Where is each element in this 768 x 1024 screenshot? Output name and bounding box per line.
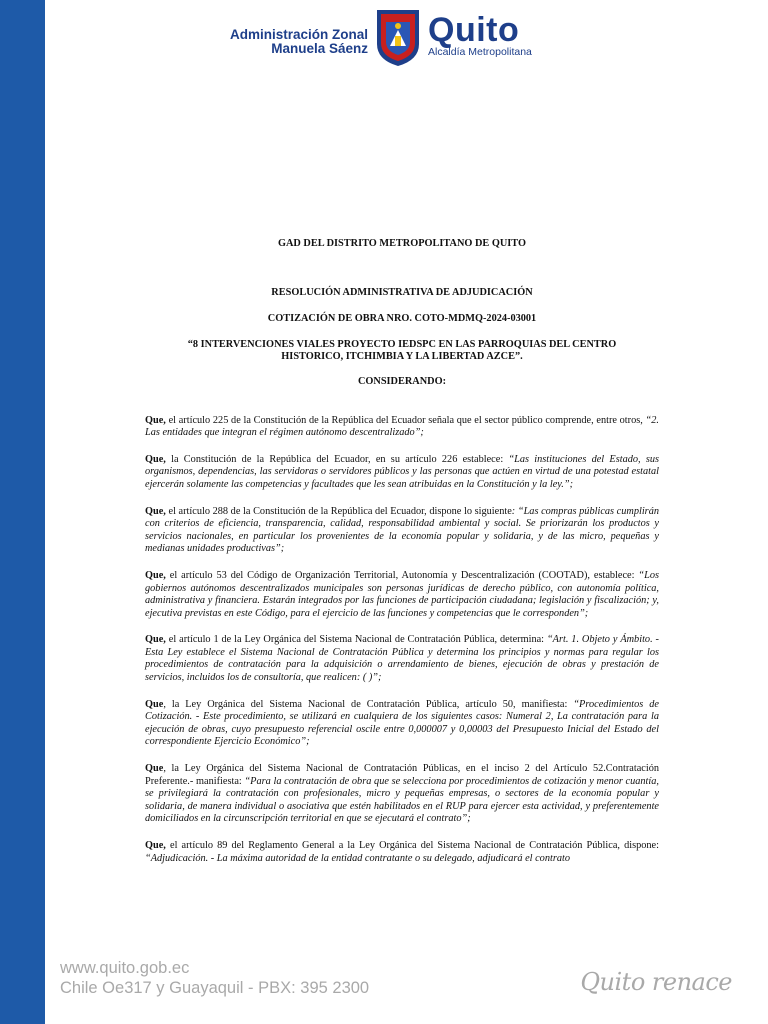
paragraph	[145, 570, 659, 620]
footer-contact	[60, 958, 369, 998]
footer-address: Chile Oe317 y Guayaquil - PBX: 395 2300	[60, 979, 370, 997]
paragraph-quote: “Para la contratación de obra que se selecciona por procedimientos de cotización y menor cuantía, se privilegiará la contratación con profesionales, micro y pequeñas empresas, o sectores de la economía popular y solidaria, de manera individual o asociativa que estén habilitados en el RUP para ejercer esta actividad, y preferentemente domiciliados en la circunscripción territorial en que se ejecutará el contrato”;	[145, 775, 659, 825]
paragraph-text: el artículo 225 de la Constitución de la República del Ecuador señala que el sector público comprende, entre otros,	[165, 414, 646, 426]
quito-logo	[428, 12, 532, 58]
paragraph-quote: : “Las compras públicas cumplirán con criterios de eficiencia, transparencia, calidad, responsabilidad ambiental y social. Se priorizarán los productos y servicios nacionales, en particular los provenientes de la economía popular y solidaria, y de las micro, pequeñas y medianas unidades productivas”;	[145, 505, 659, 555]
paragraph-lead: Que,	[145, 634, 166, 646]
paragraph-text: el artículo 53 del Código de Organización Territorial, Autonomía y Descentralización (COOTAD), establece:	[165, 569, 639, 581]
city-subtitle: Alcaldía Metropolitana	[428, 46, 532, 58]
paragraph-lead: Que	[145, 763, 164, 775]
paragraph	[145, 634, 659, 684]
considering-heading: CONSIDERANDO:	[357, 375, 447, 387]
paragraph-lead: Que,	[145, 569, 166, 581]
paragraph-text: el artículo 1 de la Ley Orgánica del Sistema Nacional de Contratación Pública, determina:	[165, 634, 547, 646]
paragraph-quote: “Las instituciones del Estado, sus organismos, dependencias, las servidoras o servidores públicos y las personas que actúen en virtud de una potestad estatal ejercerán solamente las competencias y facultades que les sean atribuidas en la Constitución y la ley.”;	[145, 453, 659, 490]
org-heading: GAD DEL DISTRITO METROPOLITANO DE QUITO	[277, 238, 527, 249]
paragraph	[145, 506, 659, 556]
paragraph	[145, 840, 659, 865]
project-title-line-1: “8 INTERVENCIONES VIALES PROYECTO IEDSPC EN LAS PARROQUIAS DEL CENTRO	[187, 338, 617, 350]
paragraph-lead: Que	[145, 698, 164, 710]
paragraph-lead: Que,	[145, 414, 166, 426]
footer-website: www.quito.gob.ec	[60, 959, 190, 977]
project-title	[145, 339, 659, 364]
paragraph	[145, 699, 659, 749]
paragraph-lead: Que,	[145, 505, 166, 517]
paragraph-quote: “Los gobiernos autónomos descentralizados municipales son personas jurídicas de derecho público, con autonomía política, administrativa y financiera. Estarán integrados por las funciones de participación ciudadana; legislación y fiscalización; y, ejecutiva previstas en este Código, para el ejercicio de las funciones y competencias que le corresponden”;	[145, 569, 659, 619]
paragraph-text: la Constitución de la República del Ecuador, en su artículo 226 establece:	[165, 453, 509, 465]
paragraph-text: el artículo 288 de la Constitución de la República del Ecuador, dispone lo siguiente	[165, 505, 512, 517]
paragraph-text: , la Ley Orgánica del Sistema Nacional de Contratación Pública, artículo 50, manifiesta:	[163, 698, 574, 710]
paragraph	[145, 415, 659, 440]
city-name: Quito	[428, 11, 520, 49]
resolution-title: RESOLUCIÓN ADMINISTRATIVA DE ADJUDICACIÓN	[271, 286, 533, 298]
paragraph-quote: “Procedimientos de Cotización. - Este procedimiento, se utilizará en cualquiera de los siguientes casos: Numeral 2, La contratación para la ejecución de obras, cuyo presupuesto referencial oscile entre 0,000007 y 0,00003 del Presupuesto Inicial del Estado del correspondiente Ejercicio Económico”;	[145, 698, 659, 748]
paragraph	[145, 454, 659, 492]
paragraph	[145, 763, 659, 826]
paragraph-quote: “2. Las entidades que integran el régimen autónomo descentralizado”;	[145, 414, 659, 439]
paragraph-lead: Que,	[145, 840, 166, 851]
zonal-admin-logo	[214, 28, 368, 56]
paragraph-text: el artículo 89 del Reglamento General a la Ley Orgánica del Sistema Nacional de Contratación Pública, dispone:	[165, 840, 659, 851]
paragraph-quote: “Art. 1. Objeto y Ámbito. - Esta Ley establece el Sistema Nacional de Contratación Pública y determina los principios y normas para regular los procedimientos de contratación para la adquisición o arrendamiento de bienes, ejecución de obras y prestación de servicios, incluidos los de consultoría, que realicen: ( )”;	[145, 634, 659, 684]
paragraph-quote: “Adjudicación. - La máxima autoridad de la entidad contratante o su delegado, adjudicará el contrato	[145, 852, 570, 864]
quito-shield-icon	[374, 8, 422, 68]
project-title-line-2: HISTORICO, ITCHIMBIA Y LA LIBERTAD AZCE”.	[281, 351, 523, 363]
zonal-admin-name: Administración Zonal	[229, 27, 368, 42]
paragraph-lead: Que,	[145, 453, 166, 465]
left-color-band	[0, 0, 45, 1024]
paragraph-text: , la Ley Orgánica del Sistema Nacional de Contratación Públicas, en el inciso 2 del Artículo 52.Contratación Preferente.- manifiesta:	[145, 763, 659, 787]
quito-renace-slogan: Quito renace	[580, 968, 732, 996]
letterhead	[200, 8, 560, 70]
document-body	[145, 238, 659, 875]
quotation-number: COTIZACIÓN DE OBRA NRO. COTO-MDMQ-2024-03001	[267, 313, 537, 325]
zonal-admin-area: Manuela Sáenz	[271, 41, 368, 56]
